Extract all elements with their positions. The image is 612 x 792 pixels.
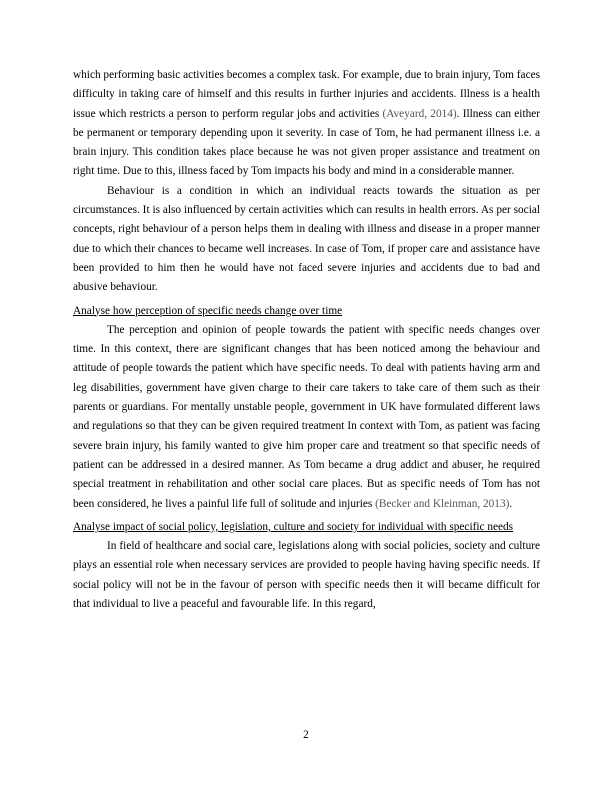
- paragraph-legislation: In field of healthcare and social care, legislations along with social policies, society and culture plays an essential role when necessary services are provided to people having having specific needs. If social policy will not be in the favour of person with specific needs then it will became difficult for that individual to live a peaceful and favourable life. In this regard,: [73, 540, 540, 611]
- section-heading-social-policy: Analyse impact of social policy, legislation, culture and society for individual with specific needs: [73, 520, 514, 533]
- paragraph-illness: which performing basic activities becomes a complex task. For example, due to brain injury, Tom faces difficulty in taking care of himself and this results in further injuries and accidents. Illness is a health issue which restricts a person to perform regular jobs and activities (Aveyard, 2014). Illness can either be permanent or temporary depending upon it severity. In case of Tom, he had permanent illness i.e. a brain injury. This condition takes place because he was not given proper assistance and treatment on right time. Due to this, illness faced by Tom impacts his body and mind in a considerable manner.: [73, 69, 541, 178]
- page-number: 2: [303, 729, 309, 741]
- citation-becker-kleinman: (Becker and Kleinman, 2013): [375, 497, 510, 510]
- body-text: [73, 66, 540, 614]
- paragraph-behaviour: Behaviour is a condition in which an individual reacts towards the situation as per circumstances. It is also influenced by certain activities which can results in health errors. As per social concepts, right behaviour of a person helps them in dealing with illness and disease in a proper manner due to which their chances to became well increases. In case of Tom, if proper care and assistance have been provided to him then he would have not faced severe injuries and accidents due to bad and abusive behaviour.: [73, 184, 540, 294]
- section-heading-perception: Analyse how perception of specific needs change over time: [73, 304, 343, 317]
- paragraph-perception: The perception and opinion of people towards the patient with specific needs changes over time. In this context, there are significant changes that has been noticed among the behaviour and attitude of people towards the patient which have specific needs. To deal with patients having arm and leg disabilities, government have given charge to their care takers to take care of them such as their parents or guardians. For mentally unstable people, government in UK have formulated different laws and regulations so that they can be given required treatment In context with Tom, as patient was facing severe brain injury, his family wanted to give him proper care and treatment so that specific needs of patient can be addressed in a desired manner. As Tom became a drug addict and abuser, he required special treatment in rehabilitation and other social care places. But as specific needs of Tom has not been considered, he lives a painful life full of solitude and injuries (Becker and Kleinman, 2013).: [73, 323, 540, 510]
- citation-aveyard: (Aveyard, 2014): [382, 107, 457, 120]
